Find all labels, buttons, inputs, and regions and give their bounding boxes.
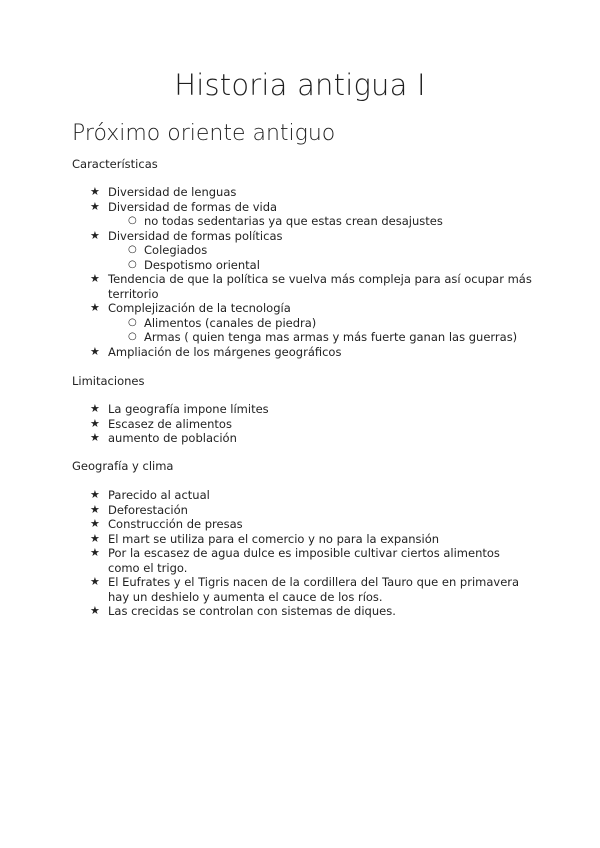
- star-bullet-icon: ★: [90, 416, 100, 430]
- list-item: ★ Parecido al actual: [90, 488, 210, 502]
- sub-list-item: ○ Despotismo oriental: [128, 257, 260, 272]
- star-bullet-icon: ★: [90, 272, 100, 285]
- list-item: ★ El Eufrates y el Tigris nacen de la cordillera del Tauro que en primavera hay un deshielo y aumenta el cauce de los ríos.: [90, 575, 520, 604]
- list-item: ★ Ampliación de los márgenes geográficos: [90, 344, 342, 359]
- list-geografia: [72, 488, 532, 619]
- list-item: ★ Diversidad de formas de vida ○ no todas sedentarias ya que estas crean desajustes: [72, 200, 532, 229]
- list-item: ★ Escasez de alimentos: [90, 416, 232, 431]
- list-item: ★ La geografía impone límites: [90, 402, 269, 416]
- star-bullet-icon: ★: [90, 488, 100, 501]
- star-bullet-icon: ★: [90, 531, 100, 545]
- circle-bullet-icon: ○: [128, 258, 137, 270]
- sub-list: [108, 316, 532, 345]
- sub-list: [108, 243, 532, 272]
- list-item: ★ Diversidad de formas políticas ○ Colegiados ○ Despotismo oriental: [72, 229, 532, 273]
- list-item: ★ Por la escasez de agua dulce es imposible cultivar ciertos alimentos como el trigo.: [90, 546, 500, 575]
- star-bullet-icon: ★: [90, 502, 100, 516]
- star-bullet-icon: ★: [90, 575, 100, 588]
- sub-list-item: ○ Armas ( quien tenga mas armas y más fuerte ganan las guerras): [128, 330, 518, 344]
- list-item: ★ Complejización de la tecnología ○ Alimentos (canales de piedra) ○ Armas ( quien tenga mas armas y más fuerte ganan las guerras): [72, 301, 532, 345]
- list-item: ★ Tendencia de que la política se vuelva más compleja para así ocupar más territorio: [90, 272, 532, 301]
- star-bullet-icon: ★: [90, 199, 100, 213]
- sub-list: [108, 214, 532, 229]
- list-limitaciones: [72, 402, 532, 446]
- section-heading: Próximo oriente antiguo: [72, 121, 336, 146]
- list-item: ★ Las crecidas se controlan con sistemas de diques.: [90, 604, 396, 618]
- star-bullet-icon: ★: [90, 301, 100, 314]
- star-bullet-icon: ★: [90, 431, 100, 444]
- label-limitaciones: Limitaciones: [72, 374, 145, 388]
- star-bullet-icon: ★: [90, 344, 100, 358]
- list-caracteristicas: [72, 185, 532, 359]
- circle-bullet-icon: ○: [128, 215, 137, 226]
- list-item: ★ Diversidad de lenguas: [90, 185, 237, 199]
- list-item: ★ Deforestación: [90, 502, 188, 517]
- sub-list-item: ○ Colegiados: [128, 243, 208, 257]
- document-title: Historia antigua I: [174, 68, 426, 102]
- circle-bullet-icon: ○: [128, 244, 137, 255]
- star-bullet-icon: ★: [90, 228, 100, 242]
- label-geografia: Geografía y clima: [72, 459, 174, 473]
- sub-list-item: ○ Alimentos (canales de piedra): [128, 315, 317, 330]
- list-item: ★ El mart se utiliza para el comercio y no para la expansión: [90, 531, 440, 546]
- star-bullet-icon: ★: [90, 185, 100, 198]
- star-bullet-icon: ★: [90, 517, 100, 530]
- list-item: ★ aumento de población: [90, 431, 237, 445]
- star-bullet-icon: ★: [90, 604, 100, 617]
- label-caracteristicas: Características: [72, 157, 158, 171]
- star-bullet-icon: ★: [90, 546, 100, 559]
- circle-bullet-icon: ○: [128, 316, 137, 328]
- circle-bullet-icon: ○: [128, 331, 137, 342]
- list-item: ★ Construcción de presas: [90, 517, 243, 531]
- star-bullet-icon: ★: [90, 402, 100, 415]
- sub-list-item: ○ no todas sedentarias ya que estas crean desajustes: [128, 214, 443, 228]
